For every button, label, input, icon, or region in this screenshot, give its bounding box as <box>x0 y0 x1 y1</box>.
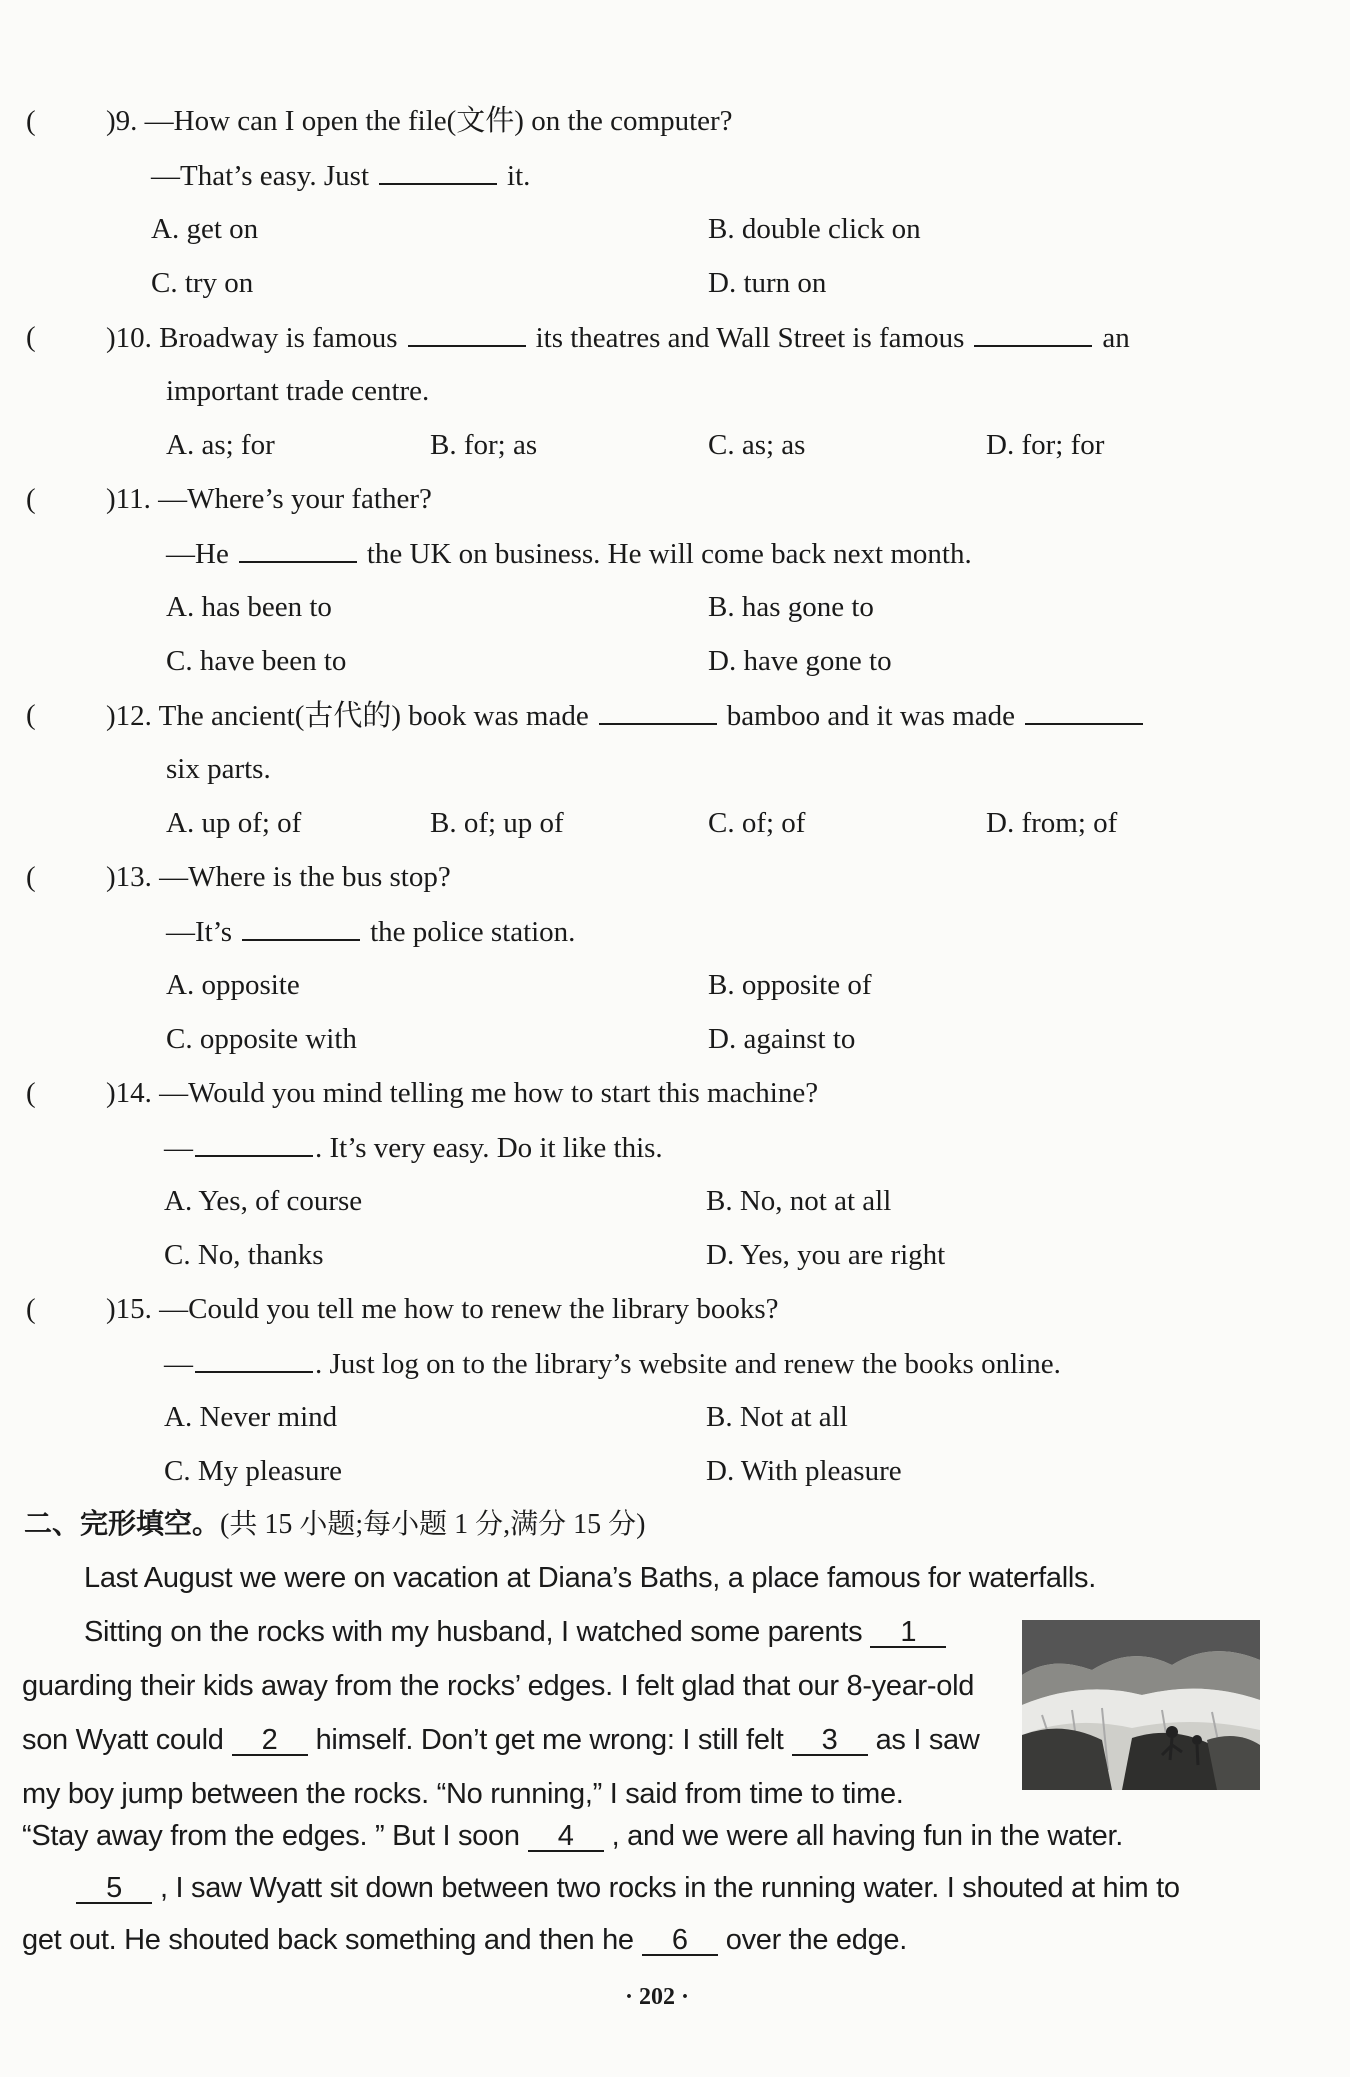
passage-line-7: 5 , I saw Wyatt sit down between two rocks in the running water. I shouted at him to <box>76 1870 1180 1906</box>
question-9-line2: —That’s easy. Just it. <box>151 157 530 194</box>
option-c: C. No, thanks <box>164 1239 324 1271</box>
cloze-blank-6: 6 <box>642 1926 718 1956</box>
option-b: B. for; as <box>430 429 538 461</box>
answer-paren[interactable]: ( <box>26 321 36 353</box>
question-15-line2: — . Just log on to the library’s website and renew the books online. <box>164 1345 1061 1382</box>
cloze-blank-5: 5 <box>76 1874 152 1904</box>
option-d: D. against to <box>708 1023 856 1055</box>
waterfall-drawing <box>1022 1620 1260 1790</box>
option-d: D. for; for <box>986 429 1105 461</box>
passage-line-4: son Wyatt could 2 himself. Don’t get me wrong: I still felt 3 as I saw <box>22 1724 980 1756</box>
option-b: B. No, not at all <box>706 1185 892 1217</box>
cloze-blank-2: 2 <box>232 1726 308 1756</box>
passage-line-1: Last August we were on vacation at Diana’s Baths, a place famous for waterfalls. <box>84 1562 1096 1594</box>
option-c: C. opposite with <box>166 1023 357 1055</box>
option-c: C. as; as <box>708 429 806 461</box>
option-b: B. has gone to <box>708 591 874 623</box>
option-b: B. opposite of <box>708 969 872 1001</box>
option-c: C. of; of <box>708 807 806 839</box>
question-15-line1: )15. —Could you tell me how to renew the library books? <box>106 1293 779 1325</box>
option-a: A. Never mind <box>164 1401 338 1433</box>
passage-line-6: “Stay away from the edges. ” But I soon 4 , and we were all having fun in the water. <box>22 1820 1123 1852</box>
question-13-line1: )13. —Where is the bus stop? <box>106 861 451 893</box>
option-a: A. get on <box>151 213 259 245</box>
question-9-line1: )9. —How can I open the file(文件) on the computer? <box>106 105 733 137</box>
question-11-line2: —He the UK on business. He will come back next month. <box>166 535 972 572</box>
waterfall-illustration <box>1022 1620 1260 1790</box>
question-11-line1: )11. —Where’s your father? <box>106 483 432 515</box>
section-2-title: 二、完形填空。(共 15 小题;每小题 1 分,满分 15 分) <box>24 1507 646 1540</box>
cloze-blank-3: 3 <box>792 1726 868 1756</box>
option-d: D. Yes, you are right <box>706 1239 946 1271</box>
passage-line-3: guarding their kids away from the rocks’ edges. I felt glad that our 8-year-old <box>22 1670 975 1702</box>
question-13-line2: —It’s the police station. <box>166 913 575 950</box>
option-d: D. from; of <box>986 807 1118 839</box>
answer-paren[interactable]: ( <box>26 483 36 515</box>
option-a: A. as; for <box>166 429 275 461</box>
answer-paren[interactable]: ( <box>26 1293 36 1325</box>
option-a: A. Yes, of course <box>164 1185 363 1217</box>
question-12-line1: )12. The ancient(古代的) book was made bamboo and it was made <box>106 697 1153 734</box>
passage-line-2: Sitting on the rocks with my husband, I watched some parents 1 <box>84 1614 954 1650</box>
question-14-line1: )14. —Would you mind telling me how to start this machine? <box>106 1077 819 1109</box>
question-10-line2: important trade centre. <box>166 375 430 407</box>
option-c: C. have been to <box>166 645 347 677</box>
option-a: A. opposite <box>166 969 300 1001</box>
cloze-blank-1: 1 <box>870 1618 946 1648</box>
question-10-line1: )10. Broadway is famous its theatres and Wall Street is famous an <box>106 319 1130 356</box>
question-12-line2: six parts. <box>166 753 271 785</box>
cloze-blank-4: 4 <box>528 1822 604 1852</box>
option-c: C. My pleasure <box>164 1455 342 1487</box>
answer-blank <box>379 157 497 185</box>
option-b: B. double click on <box>708 213 921 245</box>
page-number: · 202 · <box>625 1984 690 2010</box>
option-b: B. of; up of <box>430 807 564 839</box>
passage-line-5: my boy jump between the rocks. “No running,” I said from time to time. <box>22 1778 904 1810</box>
option-c: C. try on <box>151 267 254 299</box>
question-14-line2: — . It’s very easy. Do it like this. <box>164 1129 663 1166</box>
option-d: D. With pleasure <box>706 1455 902 1487</box>
option-a: A. has been to <box>166 591 332 623</box>
answer-paren[interactable]: ( <box>26 699 36 731</box>
option-d: D. have gone to <box>708 645 892 677</box>
option-a: A. up of; of <box>166 807 302 839</box>
option-d: D. turn on <box>708 267 827 299</box>
option-b: B. Not at all <box>706 1401 848 1433</box>
passage-line-8: get out. He shouted back something and then he 6 over the edge. <box>22 1924 907 1956</box>
answer-paren[interactable]: ( <box>26 861 36 893</box>
answer-paren[interactable]: ( <box>26 1077 36 1109</box>
answer-paren[interactable]: ( <box>26 105 36 137</box>
